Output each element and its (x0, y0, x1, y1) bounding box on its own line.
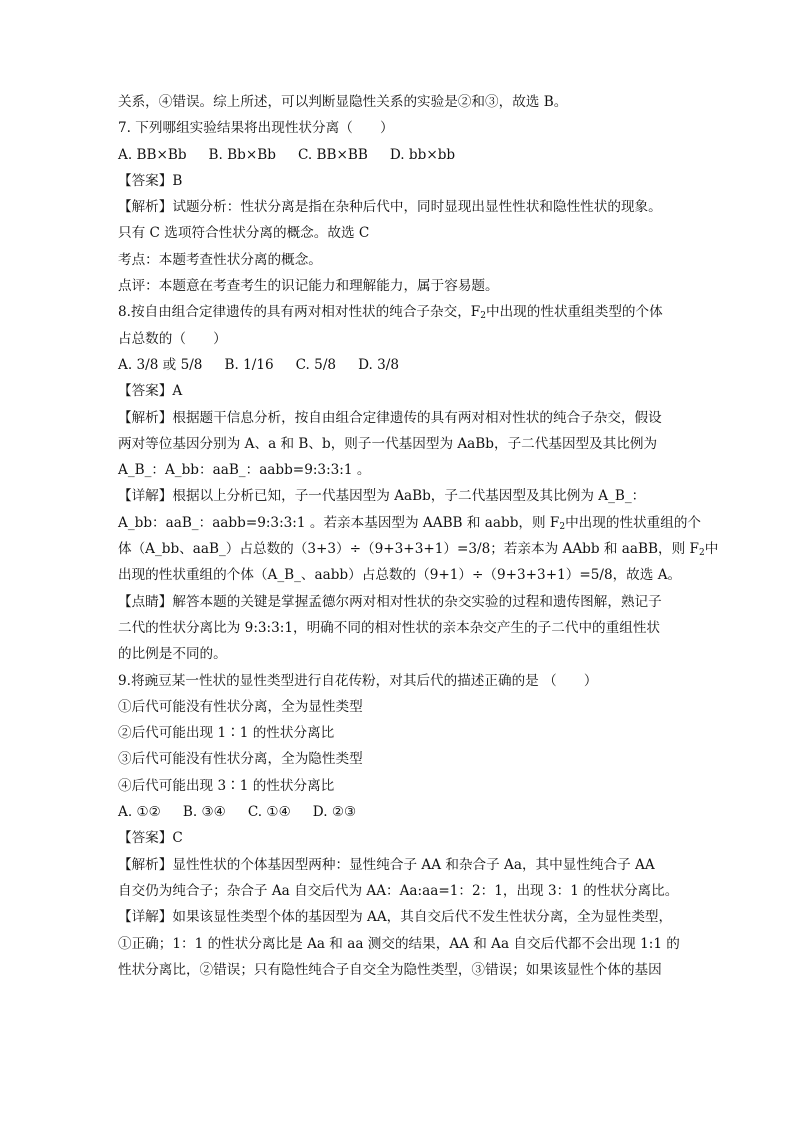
option-c: C. BB×BB (297, 146, 368, 163)
question-9-stem: 9.将豌豆某一性状的显性类型进行自花传粉，对其后代的描述正确的是 （ ） (118, 672, 598, 689)
analysis-8: 两对等位基因分别为 A、a 和 B、b，则子一代基因型为 AaBb，子二代基因型及其比例为 (118, 435, 658, 452)
option-d: D. 3/8 (358, 356, 399, 373)
answer-9: 【答案】C (118, 830, 183, 847)
option-d: D. bb×bb (389, 146, 456, 163)
option-b: B. ③④ (182, 804, 226, 821)
kaodian-7: 考点：本题考查性状分离的概念。 (118, 251, 322, 268)
statement-4: ④后代可能出现 3∶1 的性状分离比 (118, 777, 335, 794)
statement-2: ②后代可能出现 1∶1 的性状分离比 (118, 725, 335, 742)
question-8-options (118, 352, 678, 378)
option-c: C. ①④ (247, 804, 291, 821)
analysis-8: A_B_：A_bb：aaB_：aabb=9:3:3:1 。 (118, 462, 371, 479)
detail-9: 性状分离比，②错误；只有隐性纯合子自交全为隐性类型，③错误；如果该显性个体的基因 (118, 961, 662, 978)
statement-1: ①后代可能没有性状分离，全为显性类型 (118, 698, 363, 715)
question-8-stem: 8.按自由组合定律遗传的具有两对相对性状的纯合子杂交，$F_2$中出现的性状重组类型的个体 (118, 304, 663, 322)
analysis-7: 【解析】试题分析：性状分离是指在杂种后代中，同时显现出显性性状和隐性性状的现象。 (118, 199, 662, 216)
option-b: B. 1/16 (224, 356, 274, 373)
analysis-8: 【解析】根据题干信息分析，按自由组合定律遗传的具有两对相对性状的纯合子杂交，假设 (118, 409, 662, 426)
document-page (118, 89, 719, 983)
question-8-stem: 占总数的（ ） (118, 330, 227, 347)
question-7-options (118, 142, 678, 168)
option-b: B. Bb×Bb (208, 146, 276, 163)
answer-8: 【答案】A (118, 383, 183, 400)
question-7-stem: 7. 下列哪组实验结果将出现性状分离（ ） (118, 120, 394, 137)
question-9-options (118, 799, 678, 825)
detail-9: 【详解】如果该显性类型个体的基因型为 AA，其自交后代不发生性状分离，全为显性类型， (118, 909, 673, 926)
option-d: D. ②③ (312, 804, 357, 821)
answer-7: 【答案】B (118, 172, 183, 189)
statement-3: ③后代可能没有性状分离，全为隐性类型 (118, 751, 363, 768)
dianping-7: 点评：本题意在考查考生的识记能力和理解能力，属于容易题。 (118, 278, 499, 295)
analysis-9: 【解析】显性性状的个体基因型两种：显性纯合子 AA 和杂合子 Aa，其中显性纯合子 AA (118, 856, 655, 873)
detail-8: 体（A_bb、aaB_）占总数的（3+3）÷（9+3+3+1）=3/8；若亲本为 AAbb 和 aaBB，则 $F_2$中 (118, 541, 719, 559)
option-c: C. 5/8 (295, 356, 337, 373)
detail-8: 出现的性状重组的个体（A_B_、aabb）占总数的（9+1）÷（9+3+3+1）=5/8，故选 A。 (118, 567, 682, 584)
detail-8: 【详解】根据以上分析已知，子一代基因型为 AaBb，子二代基因型及其比例为 A_B_： (118, 488, 646, 505)
dianjing-8: 的比例是不同的。 (118, 646, 227, 663)
option-a: A. 3/8 或 5/8 (118, 356, 203, 373)
analysis-7: 只有 C 选项符合性状分离的概念。故选 C (118, 225, 370, 242)
detail-9: ①正确；1：1 的性状分离比是 Aa 和 aa 测交的结果，AA 和 Aa 自交后代都不会出现 1:1 的 (118, 935, 680, 952)
option-a: A. ①② (118, 804, 161, 821)
text-line: 关系，④错误。综上所述，可以判断显隐性关系的实验是②和③，故选 B。 (118, 94, 568, 110)
option-a: A. BB×Bb (118, 146, 187, 163)
dianjing-8: 二代的性状分离比为 9:3:3:1，明确不同的相对性状的亲本杂交产生的子二代中的重组性状 (118, 619, 661, 636)
detail-8: A_bb：aaB_：aabb=9:3:3:1 。若亲本基因型为 AABB 和 aabb，则 $F_2$中出现的性状重组的个 (118, 514, 702, 532)
analysis-9: 自交仍为纯合子；杂合子 Aa 自交后代为 AA：Aa:aa=1：2：1，出现 3：1 的性状分离比。 (118, 882, 679, 899)
dianjing-8: 【点睛】解答本题的关键是掌握孟德尔两对相对性状的杂交实验的过程和遗传图解，熟记子 (118, 593, 662, 610)
